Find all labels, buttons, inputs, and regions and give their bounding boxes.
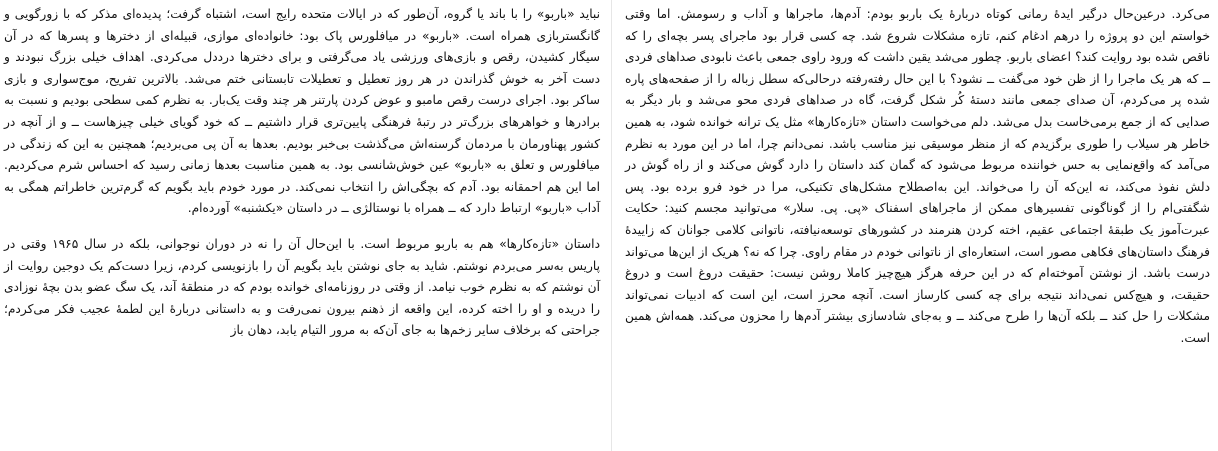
left-column bbox=[4, 4, 600, 342]
left-paragraph-1: نباید «باربو» را با باند یا گروه، آن‌طور که در ایالات متحده رایج است، اشتباه گرفت؛ پدیده‌ای مذکر که با زورگویی و گانگستربازی همراه است. «باربو» در میافلورس پاک بود: خانواده‌ای موازی، قبیله‌ای از دخترها و پسرها که در آن سیگار کشیدن، رقص و بازی‌های ورزشی یاد می‌گرفتی و برای دخترها درددل می‌کردی. اهداف خیلی بزرگ نبودند و دست آخر به خوش گذراندن در هر روز تعطیل و تعطیلات تابستانی ختم می‌شد. بالاترین تفریح، موج‌سواری و بازی ساکر بود. اجرای درست رقص مامبو و عوض کردن پارتنر هر چند وقت یک‌بار. به نظرم کمی سطحی بودیم و نسبت به برادرها و خواهرهای بزرگ‌تر در رتبهٔ فرهنگی پایین‌تری قرار داشتیم ــ که خود گویای خیلی چیزهاست ــ و از آنچه در کشور پهناورمان با مردمان گرسنه‌اش می‌گذشت بی‌خبر بودیم. بعدها به آن پی می‌بردیم؛ همچنین به این که زندگی در میافلورس و تعلق به «باربو» عین خوش‌شانسی بود. به همین مناسبت بعدها زمانی رسید که احساس شرم می‌کردیم. اما این هم احمقانه بود. آدم که بچگی‌اش را انتخاب نمی‌کند. در مورد خودم باید بگویم که گرم‌ترین خاطراتم همگی به آداب «باربو» ارتباط دارد که ــ همراه با نوستالژی ــ در داستان «یکشنبه» آورده‌ام. bbox=[4, 7, 600, 216]
column-divider bbox=[611, 0, 612, 451]
right-column bbox=[625, 4, 1210, 350]
right-paragraph-1: می‌کرد. درعین‌حال درگیر ایدهٔ رمانی کوتاه دربارهٔ یک باربو بودم: آدم‌ها، ماجراها و آداب و رسومش. اما وقتی خواستم این دو پروژه را درهم ادغام کنم، تازه مشکلات شروع شد. چه کسی قرار بود ماجرای پسر بچه‌ای را که ناقص شده بود روایت کند؟ اعضای باربو. چطور می‌شد یقین داشت که ورود راوی جمعی باعث نابودی صداهای فردی ــ که هر یک ماجرا را از ظن خود می‌گفت ــ نشود؟ با این حال رفته‌رفته درحالی‌که سطل زباله را از صفحه‌های پاره شده پر می‌کردم، آن صدای جمعی مانند دستهٔ کُر شکل گرفت، گاه در صداهای فردی محو می‌شد و بار دیگر به صدایی که از جمع برمی‌خاست بدل می‌شد. دلم می‌خواست داستان «تازه‌کارها» مثل یک ترانه خوانده شود، به همین خاطر هر سیلاب را طوری برگزیدم که از منظر موسیقی نیز مناسب باشد. نمی‌دانم چرا، اما در این مورد به نظرم می‌آمد که واقع‌نمایی به حس خواننده مربوط می‌شود که گمان کند داستان را دارد گوش می‌کند و از راه گوش در دلش نفوذ می‌کند، نه این‌که آن را می‌خواند. این به‌اصطلاح مشکل‌های تکنیکی، مرا در خود فرو برده بود. پس شگفتی‌ام را از گوناگونی تفسیرهای ممکن از ماجراهای اسفناک «پی. پی. سلار» می‌توانید مجسم کنید: حکایت عبرت‌آموز یک طبقهٔ اجتماعی عقیم، اخته کردن هنرمند در کشورهای توسعه‌نیافته، ناتوانی کلامی جوانان که زاییدهٔ فرهنگ داستان‌های فکاهی مصور است، استعاره‌ای از ناتوانی خودم در مقام راوی. چرا که نه؟ هریک از این‌ها می‌تواند درست باشد. از نوشتن آموخته‌ام که در این حرفه هرگز هیچ‌چیز کاملا روشن نیست: حقیقت دروغ است و دروغ حقیقت، و هیچ‌کس نمی‌داند نتیجه برای چه کسی کارساز است. آنچه محرز است، این است که ادبیات نمی‌تواند مشکلات را حل کند ــ بلکه آن‌ها را طرح می‌کند ــ و به‌جای شادسازی بیشتر آدم‌ها را محزون می‌کند. همه‌اش همین است. bbox=[625, 7, 1210, 345]
left-paragraph-2: داستان «تازه‌کارها» هم به باربو مربوط است. با این‌حال آن را نه در دوران نوجوانی، بلکه در سال ۱۹۶۵ وقتی در پاریس به‌سر می‌بردم نوشتم. شاید به جای نوشتن باید بگویم آن را بازنویسی کردم، زیرا دست‌کم یک دوجین روایت از آن نوشتم که به نظرم خوب نیامد. از وقتی در روزنامه‌ای خوانده بودم که در منطقهٔ آند، یک سگ عضو بدن بچهٔ نوزادی را دریده و او را اخته کرده، این واقعه از ذهنم بیرون نمی‌رفت و به داستانی دربارهٔ این لطمهٔ عجیب فکر می‌کردم؛ جراحتی که برخلاف سایر زخم‌ها به جای آن‌که به مرور التیام یابد، دهان باز bbox=[4, 236, 600, 338]
paragraph-gap bbox=[4, 220, 600, 234]
